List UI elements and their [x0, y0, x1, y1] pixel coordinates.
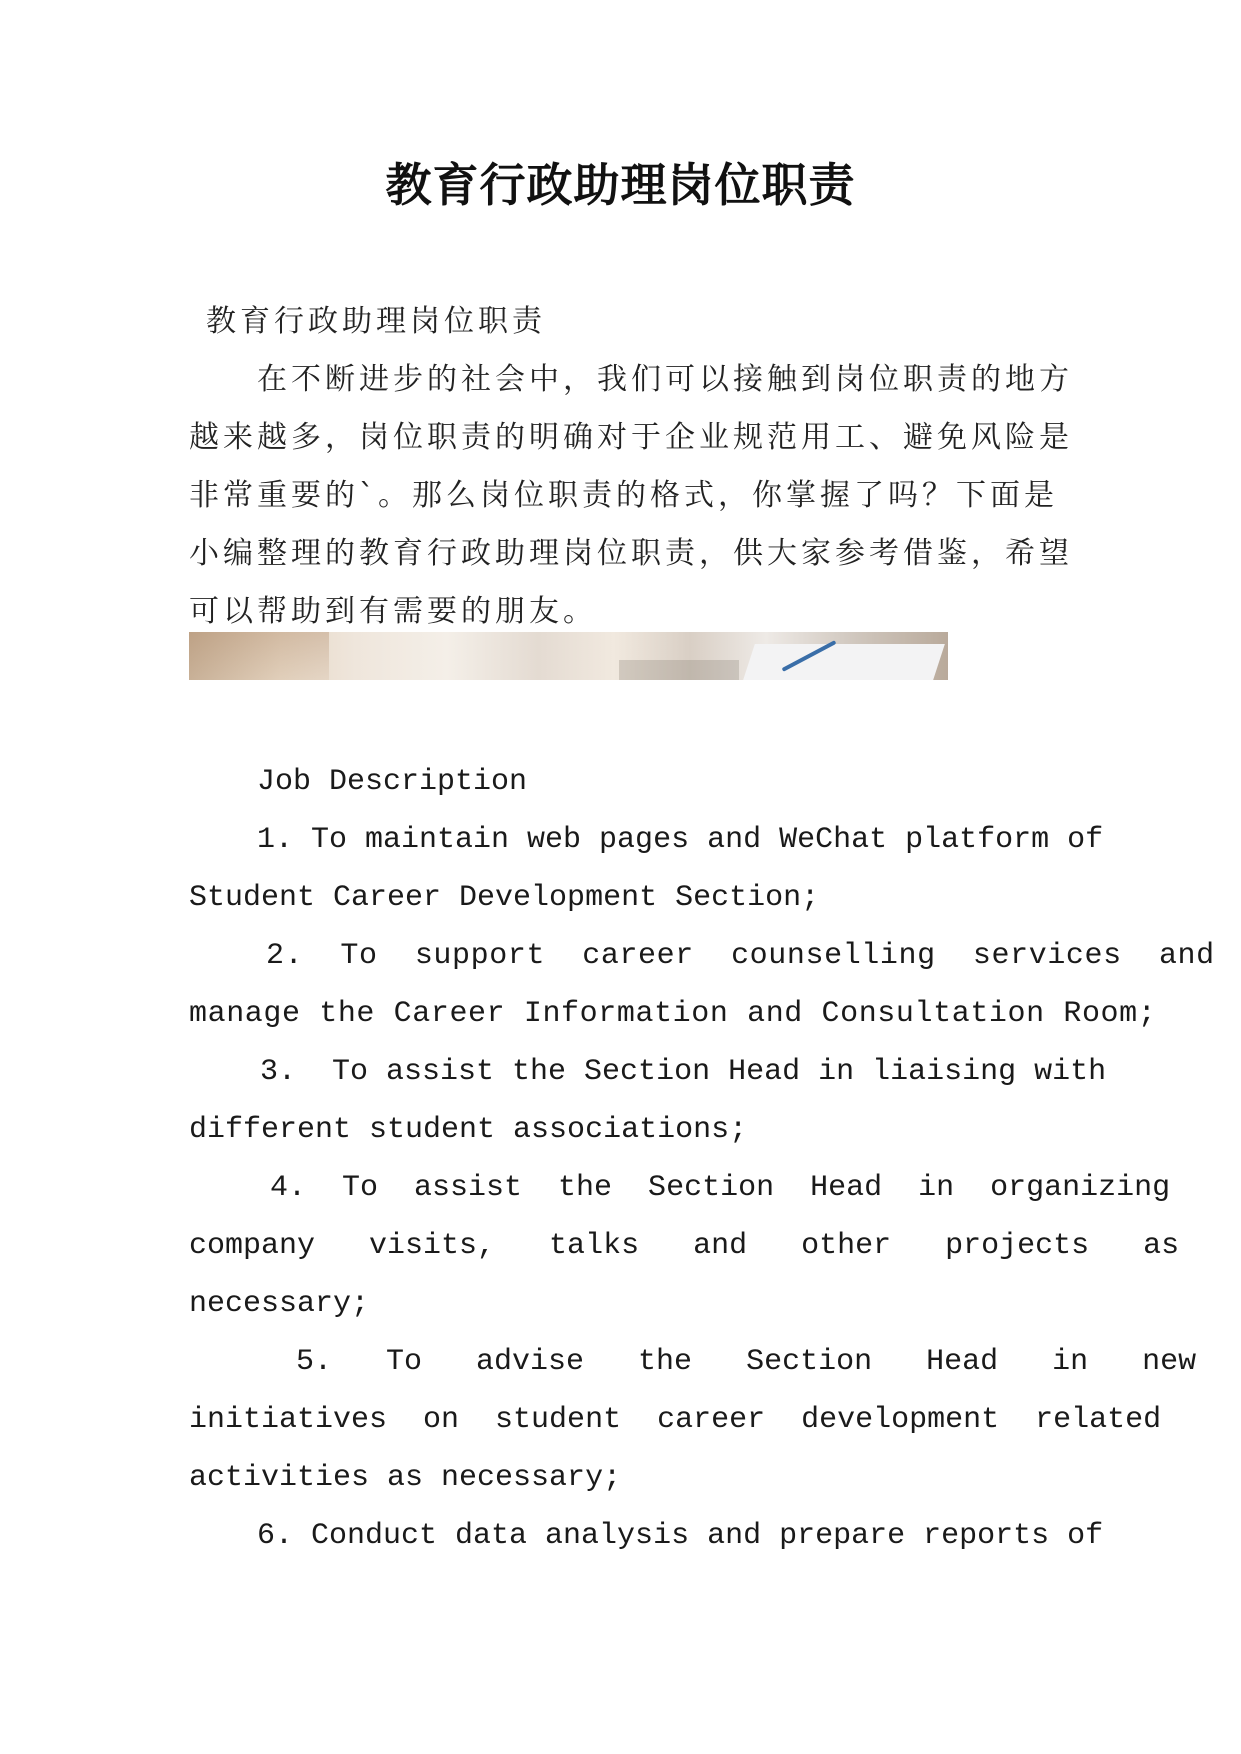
intro-line: 可以帮助到有需要的朋友。: [189, 594, 597, 629]
job-item-line: Student Career Development Section;: [189, 881, 820, 915]
job-item-line: necessary;: [189, 1287, 370, 1321]
job-item-line: company visits, talks and other projects as: [189, 1229, 1180, 1263]
section-subtitle: 教育行政助理岗位职责: [206, 304, 546, 339]
job-item-line: 1. To maintain web pages and WeChat platform of: [257, 823, 1104, 857]
job-item-line: 2. To support career counselling services and: [266, 939, 1215, 973]
job-item-line: initiatives on student career development related: [189, 1403, 1162, 1437]
intro-line: 在不断进步的社会中，我们可以接触到岗位职责的地方: [257, 362, 1073, 397]
intro-line: 越来越多，岗位职责的明确对于企业规范用工、避免风险是: [189, 420, 1073, 455]
job-item-line: 3. To assist the Section Head in liaising with: [260, 1055, 1107, 1089]
intro-line: 小编整理的教育行政助理岗位职责，供大家参考借鉴，希望: [189, 536, 1073, 571]
job-item-line: 4. To assist the Section Head in organizing: [270, 1171, 1171, 1205]
job-item-line: manage the Career Information and Consultation Room;: [189, 997, 1157, 1031]
job-item-line: 6. Conduct data analysis and prepare reports of: [257, 1519, 1104, 1553]
job-item-line: 5. To advise the Section Head in new: [296, 1345, 1197, 1379]
job-item-line: different student associations;: [189, 1113, 748, 1147]
decorative-photo: [189, 632, 948, 680]
intro-line: 非常重要的`。那么岗位职责的格式，你掌握了吗？下面是: [189, 478, 1058, 513]
job-description-heading: Job Description: [257, 765, 528, 799]
document-title: 教育行政助理岗位职责: [385, 158, 856, 212]
job-item-line: activities as necessary;: [189, 1461, 622, 1495]
